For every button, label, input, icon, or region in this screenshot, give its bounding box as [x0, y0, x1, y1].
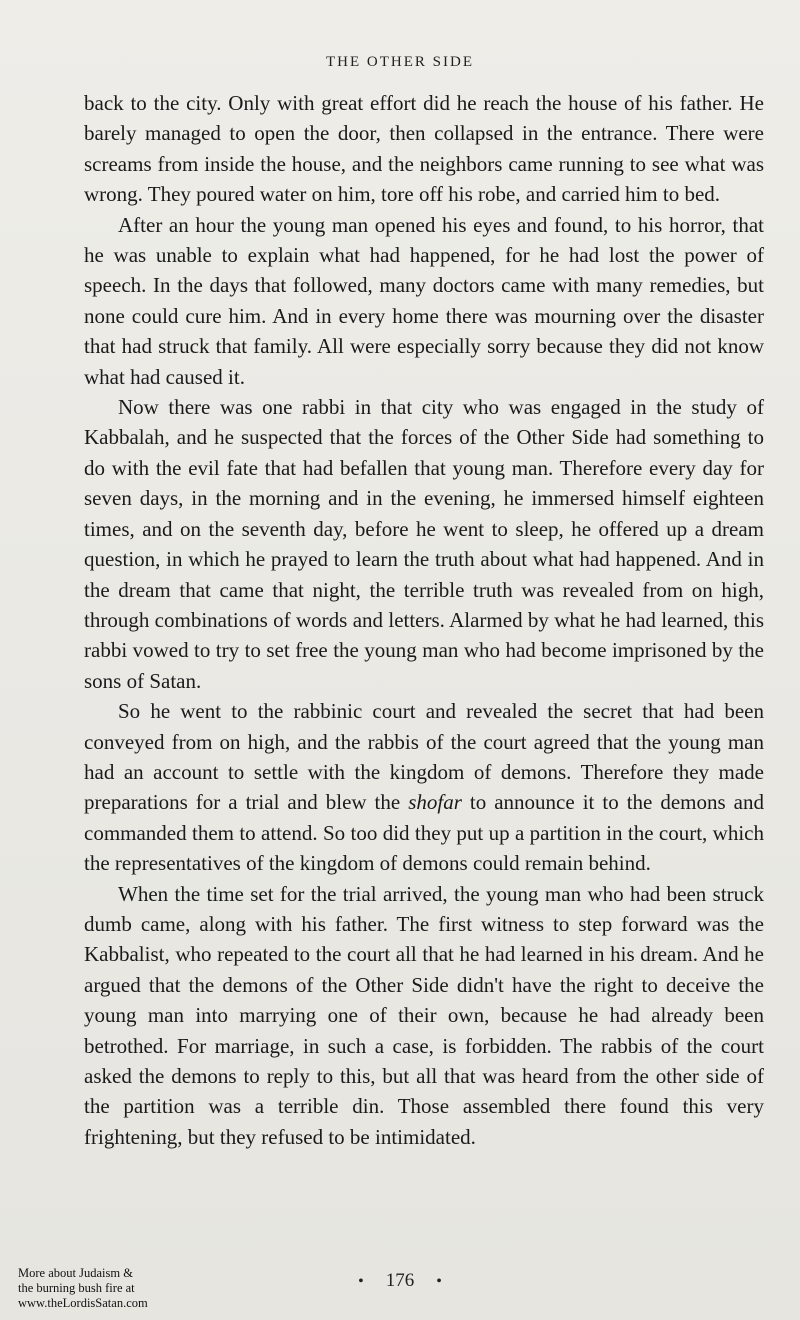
folio-dot-right: •: [436, 1273, 442, 1290]
paragraph-4-part-2: to announce it to the demons and commanded them to attend. So too did they put up a partition in the court, which the representatives of the kingdom of demons could remain behind.: [84, 790, 765, 876]
paragraph-4: [84, 696, 764, 878]
paragraph-2: After an hour the young man opened his eyes and found, to his horror, that he was unable to explain what had happened, for he had lost the power of speech. In the days that followed, many doctors came with many remedies, but none could cure him. And in every home there was mourning over the disaster that had struck that family. All were especially sorry because they did not know what had caused it.: [84, 212, 764, 389]
paragraph-1: back to the city. Only with great effort did he reach the house of his father. He barely managed to open the door, then collapsed in the entrance. There were screams from inside the house, and the neighbors came running to see what was wrong. They poured water on him, tore off his robe, and carried him to bed.: [84, 91, 764, 207]
watermark-caption: [18, 1266, 188, 1311]
paragraph-4-part-1: So he went to the rabbinic court and revealed the secret that had been conveyed from on high, and the rabbis of the court agreed that the young man had an account to settle with the kingdom of demons. Therefore they made preparations for a trial and blew the: [84, 699, 764, 815]
paragraph-5: When the time set for the trial arrived, the young man who had been struck dumb came, along with his father. The first witness to step forward was the Kabbalist, who repeated to the court all that he had learned in his dream. And he argued that the demons of the Other Side didn't have the right to deceive the young man into marrying one of their own, because he had already been betrothed. For marriage, in such a case, is forbidden. The rabbis of the court asked the demons to reply to this, but all that was heard from the other side of the partition was a terrible din. Those assembled there found this very frightening, but they refused to be intimidated.: [84, 881, 764, 1149]
body-text: [84, 88, 764, 1152]
watermark-link[interactable]: www.theLordisSatan.com: [18, 1296, 148, 1310]
shofar-term: shofar: [408, 790, 462, 815]
watermark-line-2: the burning bush fire at: [18, 1281, 135, 1295]
watermark-line-1: More about Judaism &: [18, 1266, 133, 1280]
running-head: THE OTHER SIDE: [326, 54, 474, 70]
page-number: 176: [385, 1270, 415, 1291]
paragraph-3: Now there was one rabbi in that city who was engaged in the study of Kabbalah, and he suspected that the forces of the Other Side had something to do with the evil fate that had befallen that young man. Therefore every day for seven days, in the morning and in the evening, he immersed himself eighteen times, and on the seventh day, before he went to sleep, he offered up a dream question, in which he prayed to learn the truth about what had happened. And in the dream that came that night, the terrible truth was revealed from on high, through combinations of words and letters. Alarmed by what he had learned, this rabbi vowed to try to set free the young man who had become imprisoned by the sons of Satan.: [84, 395, 764, 693]
folio-dot-left: •: [358, 1273, 364, 1290]
